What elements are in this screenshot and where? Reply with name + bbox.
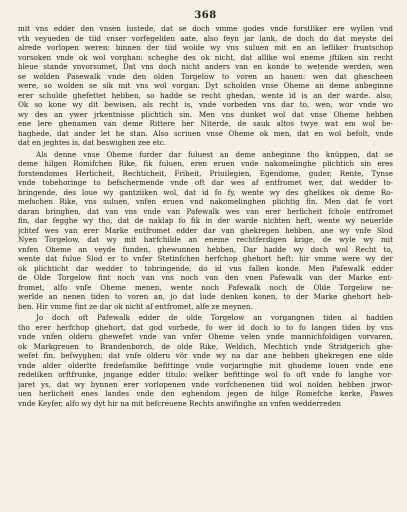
text-line: se wolden Pasewalk vnde den olden Torgelow to voren an hauen: wen dat ghescheen <box>18 71 393 81</box>
text-line: vorsoken vnde ok wol vorghan: scheghe des ok nicht, dat allike wol eneme jftiken sin recht <box>18 52 393 62</box>
paragraph <box>18 24 393 148</box>
text-line: jaret ys, dat wy bynnen erer vorlopenen vnde vorfchenenen tiid wol nolden hebben jrwor- <box>18 379 393 389</box>
text-line: mit vns edder den vnsen lustede, dat se doch vmme godes vnde forstliker ere wyllen vnd <box>18 24 393 33</box>
text-line: ene lere ghenamen van deme Rittere her Niterde, de sauk altos twye wat em wol be- <box>18 119 393 128</box>
text-line: bleue stande vnvorsumet, Dat vns doch nicht anders van en konde to wetende werden, wen <box>18 62 393 71</box>
text-line: jchtef wes van erer Marke entfromet edder dar van ghekregen hebben, ane wy vnfe Slod <box>18 225 393 235</box>
paragraph <box>18 150 393 312</box>
text-line: werlde an nenen tiden to voren an, jo dat lude denken konen, to der Marke ghehort heb- <box>18 292 393 301</box>
text-line: haghede, dat ander let he stan. Also scriuen vnse Oheme ok men, dat en wol befolt, vnde <box>18 128 393 138</box>
text-line: uen herlicheit enes landes vnde den eghendom jegen de hilge Romefche kerke, Pawes <box>18 389 393 398</box>
page-number: 368 <box>194 10 217 21</box>
text-line: wefet fin, befwyghen; dat vnfe olderu vör vnde wy na dar ane hebben ghekregen ene olde <box>18 351 393 360</box>
paragraph <box>18 313 393 408</box>
text-line: vnfen Oheme an veyde funden, ghewunnen hebben, Dar hadde wy doch wol Recht to, <box>18 244 393 254</box>
text-line: fin, dar fegghe wy tho, dat de naklap fo fik in der warde nichten heft, wente wy neuerlde <box>18 216 393 225</box>
text-line: alrede vorlopen weren: binnen der tiid wolde wy vns suluen mit en an lefliker fruntschop <box>18 43 393 52</box>
text-line: ok Markgreuen to Brandenborch, de olde Rike, Weldich, Mechtich vnde Stridgerich ghe- <box>18 341 393 351</box>
text-line: vnde vnfen olderu ghewefet vnde van vnfer Oheme velen vnde mannichfoldigen vorvaren, <box>18 332 393 341</box>
text-line: vnde Keyfer, alfo wy dyt hir na mit befcreuene Rechts anwifinghe an vnfen wedderreden <box>18 398 341 408</box>
text-line: Nyen Torgelow, dat wy mit harfchilde an eneme rechtferdigen krige, de wyle wy mit <box>18 235 393 244</box>
text-line: were, so wolden se sik mit vns wol vorgan. Dyt scholden vnse Oheme an deme anbeginne <box>18 81 393 90</box>
text-line: ok plichticht dar wedder to tobringende, do id vns fallen konde. Men Pafewalk edder <box>18 263 393 273</box>
text-line: vth veyueden de tiid vnser vorfegelden aate, also feyn jar lank, de doch do dat meyste del <box>18 33 393 43</box>
document-body <box>18 24 393 408</box>
text-line: vnde alder olderlte fredefamike befittinge vnde vorjaringhe mit ghudeme louen vnde ene <box>18 360 393 370</box>
text-line: fromet, alfo vnfe Oheme menen, wente noch Pafewalk noch de Olde Torgelow ne- <box>18 282 393 292</box>
text-line: dat en jeghtes is, dat beswighen zee etc. <box>18 138 167 147</box>
text-line: deme hilgen Romifchen Rike, fik fuluen, eren eruen vnde nakomelinghe plichtich sin eres <box>18 159 393 168</box>
text-line: daran bringhen, dat van vns vnde van Pafewalk wes van erer herlicheit fchole entfromet <box>18 206 393 216</box>
text-line: Jo doch oft Pafewalk edder de olde Torgelow an vorgangnen tiden al hadden <box>36 313 393 322</box>
text-line: wente dat fulue Slod er to vnfer Stetinfchen herfchop ghehort heft: hir vmme were wy der <box>18 254 393 263</box>
text-line: mefschen Rike, vns suluen, vnfen eruen vnd nakomelinghen plichtig fin. Men dat fe vort <box>18 197 393 206</box>
text-line: erer schulde ghefettet hebben, so hadde se recht ghedan, wente id is an der warde. also, <box>18 90 393 100</box>
text-line: forstendomes Herlicheit, Rechticheit, Friheit, Priuilegien, Egendome, guder, Rente, Tynse <box>18 168 393 178</box>
text-line: Als denne vnse Oheme furder dar fuluest an deme anbeginne tho knüppen, dat se <box>36 149 393 159</box>
text-line: redeliken orftfrunke, jngange edder titulo: welker befittinge wol fo oft vnde fo langhe vor- <box>18 370 393 379</box>
text-line: de Olde Torgelow fint noch van vns noch van den vnen Pafewalk van der Marke ent- <box>18 273 393 282</box>
text-line: ben. Hir vmme fint ze dar ok nicht af entfromet, alfe ze meynen. <box>18 301 253 311</box>
text-line: Ok so kone wy dit bewisen, als recht is, vnde vorbeden vns dar to, wen, wor vnde wo <box>18 100 393 109</box>
text-line: vnde tobehoringe to befschermende vnde oft dar wes af entfromet wer, dat wedder to- <box>18 178 393 187</box>
text-line: tho erer herfchop ghehort, dat god vorbede, fo wer id doch io to fo langen tiden by vns <box>18 322 393 332</box>
text-line: wy des an ywer jrkentnisse plichtich sin. Men vns dunket wol dat vnse Oheme hebben <box>18 109 393 119</box>
text-line: bringende, des loue wy gantziiken wol, dat id fo fy, wente wy des ghelikes ok deme Ro- <box>18 187 393 197</box>
